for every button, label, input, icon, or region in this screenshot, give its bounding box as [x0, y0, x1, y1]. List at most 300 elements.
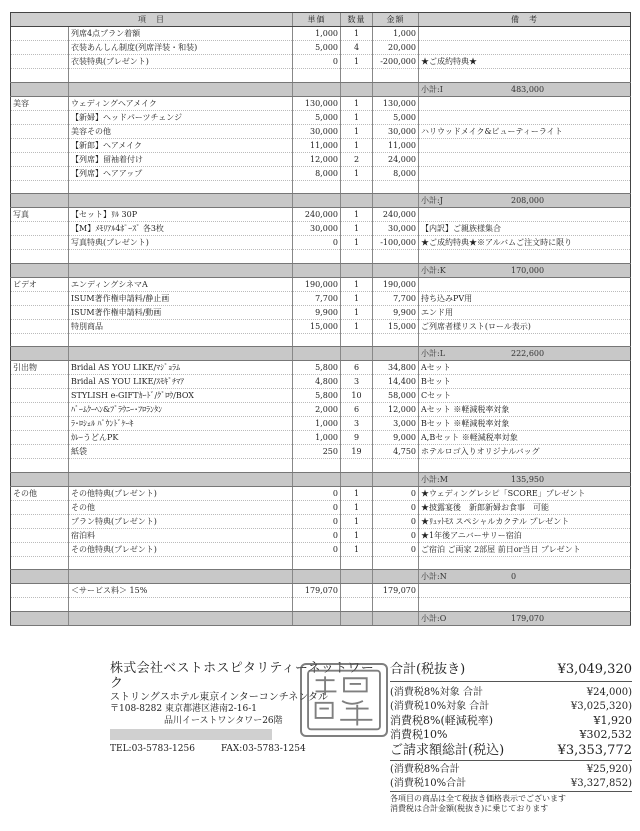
- quantity: 1: [341, 319, 373, 333]
- table-row: [11, 291, 631, 305]
- tax10-row: 消費税10% ¥302,532: [390, 728, 632, 741]
- item-name: Bridal AS YOU LIKE/ﾏｼﾞｮﾗﾑ: [69, 361, 293, 375]
- item-name: ｶﾚｰうどんPK: [69, 431, 293, 445]
- remarks: ご宿泊 ご両家 2部屋 前日or当日 プレゼント: [419, 542, 631, 556]
- empty-cell: [293, 598, 341, 612]
- category-cell: [11, 417, 69, 431]
- amount: 34,800: [373, 361, 419, 375]
- empty-cell: [341, 194, 373, 208]
- table-header: [11, 13, 631, 27]
- empty-cell: [69, 333, 293, 347]
- category-cell: [11, 124, 69, 138]
- hotel-name: ストリングスホテル東京インターコンチネンタル: [110, 692, 328, 703]
- empty-cell: [419, 459, 631, 473]
- item-name: 写真特典(プレゼント): [69, 236, 293, 250]
- remarks: ★ﾘｭｯﾄﾓｽ スペシャルカクテル プレゼント: [419, 514, 631, 528]
- subtotal-cell: [419, 82, 631, 96]
- table-row: [11, 152, 631, 166]
- item-name: その他特典(プレゼント): [69, 486, 293, 500]
- empty-cell: [11, 333, 69, 347]
- unit-price: 130,000: [293, 96, 341, 110]
- empty-cell: [69, 598, 293, 612]
- table-row: [11, 584, 631, 598]
- category-cell: [11, 584, 69, 598]
- unit-price: 0: [293, 236, 341, 250]
- amount: 15,000: [373, 319, 419, 333]
- unit-price: 5,800: [293, 361, 341, 375]
- empty-cell: [293, 459, 341, 473]
- amount: 130,000: [373, 96, 419, 110]
- quantity: 1: [341, 500, 373, 514]
- category-cell: [11, 305, 69, 319]
- remarks: ホテルロゴ入りオリジナルバッグ: [419, 445, 631, 459]
- table-row: [11, 486, 631, 500]
- remarks: [419, 208, 631, 222]
- empty-cell: [69, 611, 293, 625]
- spacer-row: [11, 69, 631, 83]
- subtotal-row: [11, 611, 631, 625]
- subtotal-row: [11, 472, 631, 486]
- remarks: [419, 584, 631, 598]
- amount: 179,070: [373, 584, 419, 598]
- table-row: [11, 55, 631, 69]
- quantity: 1: [341, 542, 373, 556]
- subtotal-label: 小計:N: [421, 572, 447, 581]
- empty-cell: [69, 194, 293, 208]
- item-name: 【セット】ﾘﾙ 30P: [69, 208, 293, 222]
- table-row: [11, 41, 631, 55]
- item-name: 衣装特典(プレゼント): [69, 55, 293, 69]
- item-name: Bridal AS YOU LIKE/ｽﾓｷﾞﾁﾏｱ: [69, 375, 293, 389]
- unit-price: 2,000: [293, 403, 341, 417]
- header-amount: 金額: [373, 13, 419, 27]
- category-cell: [11, 152, 69, 166]
- empty-cell: [11, 556, 69, 570]
- empty-cell: [341, 263, 373, 277]
- amount: -100,000: [373, 236, 419, 250]
- subtotal-label: 小計:M: [421, 474, 448, 484]
- empty-cell: [69, 459, 293, 473]
- category-cell: [11, 375, 69, 389]
- remarks: ★披露宴後 新郎新婦お食事 可能: [419, 500, 631, 514]
- subtotal-cell: [419, 194, 631, 208]
- empty-cell: [293, 611, 341, 625]
- quantity: 10: [341, 389, 373, 403]
- unit-price: 11,000: [293, 138, 341, 152]
- invoice-footer: [0, 655, 640, 831]
- subtotal-row: [11, 347, 631, 361]
- amount: 0: [373, 542, 419, 556]
- unit-price: 190,000: [293, 277, 341, 291]
- amount: 8,000: [373, 166, 419, 180]
- item-name: 列席4点プラン着額: [69, 27, 293, 41]
- item-name: 宿泊料: [69, 528, 293, 542]
- category-cell: [11, 291, 69, 305]
- pretax-total-row: 合計(税抜き) ¥3,049,320: [390, 659, 632, 682]
- category-cell: [11, 528, 69, 542]
- amount: 9,900: [373, 305, 419, 319]
- subtotal-label: 小計:L: [421, 349, 446, 358]
- amount: 0: [373, 528, 419, 542]
- table-row: [11, 166, 631, 180]
- quantity: 1: [341, 166, 373, 180]
- unit-price: 0: [293, 55, 341, 69]
- amount: 24,000: [373, 152, 419, 166]
- item-name: 特別商品: [69, 319, 293, 333]
- empty-cell: [293, 194, 341, 208]
- amount: 3,000: [373, 417, 419, 431]
- tax8-row: 消費税8%(軽減税率) ¥1,920: [390, 714, 632, 727]
- empty-cell: [341, 472, 373, 486]
- table-row: [11, 375, 631, 389]
- empty-cell: [419, 180, 631, 194]
- empty-cell: [293, 180, 341, 194]
- amount: 14,400: [373, 375, 419, 389]
- item-name: ISUM著作権申請料/静止画: [69, 291, 293, 305]
- amount: 12,000: [373, 403, 419, 417]
- remarks: [419, 27, 631, 41]
- item-name: 【新婦】ヘッドパーツチェンジ: [69, 110, 293, 124]
- table-row: [11, 528, 631, 542]
- category-cell: [11, 389, 69, 403]
- quantity: 1: [341, 514, 373, 528]
- amount: 7,700: [373, 291, 419, 305]
- empty-cell: [11, 611, 69, 625]
- remarks: エンド用: [419, 305, 631, 319]
- category-cell: [11, 431, 69, 445]
- quantity: 1: [341, 528, 373, 542]
- table-row: [11, 277, 631, 291]
- remarks: ★ウェディングレシピ「SCORE」プレゼント: [419, 486, 631, 500]
- unit-price: 0: [293, 528, 341, 542]
- tax8-target-row: (消費税8%対象 合計 ¥24,000): [390, 687, 632, 698]
- remarks: [419, 110, 631, 124]
- empty-cell: [69, 556, 293, 570]
- subtotal-cell: [419, 263, 631, 277]
- empty-cell: [11, 347, 69, 361]
- remarks: Aセット: [419, 361, 631, 375]
- quantity: 2: [341, 152, 373, 166]
- empty-cell: [373, 69, 419, 83]
- unit-price: 0: [293, 514, 341, 528]
- category-cell: [11, 403, 69, 417]
- item-name: 美容その他: [69, 124, 293, 138]
- unit-price: 4,800: [293, 375, 341, 389]
- empty-cell: [373, 263, 419, 277]
- unit-price: 5,800: [293, 389, 341, 403]
- item-name: エンディングシネマA: [69, 277, 293, 291]
- empty-cell: [11, 194, 69, 208]
- table-row: [11, 110, 631, 124]
- table-row: [11, 500, 631, 514]
- remarks: ★ご成約特典★※アルバムご注文時に限り: [419, 236, 631, 250]
- empty-cell: [341, 570, 373, 584]
- unit-price: 1,000: [293, 27, 341, 41]
- category-cell: [11, 166, 69, 180]
- unit-price: 0: [293, 500, 341, 514]
- table-row: [11, 361, 631, 375]
- empty-cell: [373, 194, 419, 208]
- remarks: 持ち込みPV用: [419, 291, 631, 305]
- empty-cell: [419, 69, 631, 83]
- subtotal-value: 179,070: [511, 613, 545, 623]
- table-row: [11, 389, 631, 403]
- unit-price: 0: [293, 486, 341, 500]
- remarks: [419, 138, 631, 152]
- empty-cell: [69, 250, 293, 264]
- tel-number: TEL:03-5783-1256: [110, 744, 195, 754]
- quantity: 1: [341, 208, 373, 222]
- empty-cell: [419, 598, 631, 612]
- amount: 30,000: [373, 222, 419, 236]
- quantity: 1: [341, 96, 373, 110]
- empty-cell: [69, 472, 293, 486]
- quantity: 9: [341, 431, 373, 445]
- grand-total-row: ご請求額総計(税込) ¥3,353,772: [390, 742, 632, 761]
- quantity: 1: [341, 124, 373, 138]
- category-cell: [11, 500, 69, 514]
- amount: 9,000: [373, 431, 419, 445]
- remarks: ハリウッドメイク&ビューティーライト: [419, 124, 631, 138]
- amount: 5,000: [373, 110, 419, 124]
- item-name: 【列席】留袖着付け: [69, 152, 293, 166]
- unit-price: 7,700: [293, 291, 341, 305]
- redacted-block: [110, 729, 272, 740]
- tax10-target-row: (消費税10%対象 合計 ¥3,025,320): [390, 701, 632, 712]
- empty-cell: [373, 570, 419, 584]
- amount: 1,000: [373, 27, 419, 41]
- amount: 0: [373, 486, 419, 500]
- quantity: 1: [341, 486, 373, 500]
- spacer-row: [11, 556, 631, 570]
- unit-price: 5,000: [293, 41, 341, 55]
- remarks: [419, 41, 631, 55]
- company-seal-stamp: [300, 663, 388, 737]
- table-row: [11, 138, 631, 152]
- sum8-row: (消費税8%合計 ¥25,920): [390, 764, 632, 775]
- subtotal-value: 483,000: [511, 84, 545, 94]
- amount: 58,000: [373, 389, 419, 403]
- unit-price: 15,000: [293, 319, 341, 333]
- subtotal-value: 170,000: [511, 265, 545, 275]
- empty-cell: [69, 69, 293, 83]
- invoice-body: [11, 27, 631, 626]
- empty-cell: [293, 347, 341, 361]
- tax-sum-box: [390, 761, 632, 792]
- amount: -200,000: [373, 55, 419, 69]
- category-cell: [11, 27, 69, 41]
- category-cell: [11, 222, 69, 236]
- item-name: ﾊﾞｰﾑｸｰﾍﾝ&ﾌﾞﾗｳﾆｰ･ﾌﾛﾗﾝﾀﾝ: [69, 403, 293, 417]
- subtotal-cell: [419, 570, 631, 584]
- table-row: [11, 319, 631, 333]
- amount: 30,000: [373, 124, 419, 138]
- empty-cell: [341, 69, 373, 83]
- header-qty: 数量: [341, 13, 373, 27]
- remarks: 【内訳】ご親族様集合: [419, 222, 631, 236]
- quantity: 1: [341, 277, 373, 291]
- item-name: 衣装あんしん制度(列席洋装・和装): [69, 41, 293, 55]
- subtotal-value: 0: [511, 572, 517, 581]
- item-name: 紙袋: [69, 445, 293, 459]
- item-name: その他: [69, 500, 293, 514]
- unit-price: 9,900: [293, 305, 341, 319]
- empty-cell: [373, 472, 419, 486]
- fax-number: FAX:03-5783-1254: [220, 744, 306, 754]
- item-name: 【M】ﾒﾓﾘｱﾙ4ﾎﾟｰｽﾞ 各3枚: [69, 222, 293, 236]
- empty-cell: [11, 598, 69, 612]
- sum10-row: (消費税10%合計 ¥3,327,852): [390, 778, 632, 789]
- unit-price: 0: [293, 542, 341, 556]
- category-cell: その他: [11, 486, 69, 500]
- empty-cell: [11, 69, 69, 83]
- remarks: ★ご成約特典★: [419, 55, 631, 69]
- empty-cell: [373, 459, 419, 473]
- spacer-row: [11, 459, 631, 473]
- subtotal-label: 小計:I: [421, 84, 443, 94]
- empty-cell: [373, 250, 419, 264]
- table-row: [11, 305, 631, 319]
- empty-cell: [341, 250, 373, 264]
- empty-cell: [341, 180, 373, 194]
- quantity: 19: [341, 445, 373, 459]
- subtotal-value: 208,000: [511, 196, 545, 205]
- table-row: [11, 445, 631, 459]
- empty-cell: [419, 556, 631, 570]
- totals-block: [390, 659, 632, 814]
- remarks: Aセット ※軽減税率対象: [419, 403, 631, 417]
- subtotal-cell: [419, 347, 631, 361]
- remarks: ご列席者様リスト(ロール表示): [419, 319, 631, 333]
- empty-cell: [341, 459, 373, 473]
- spacer-row: [11, 250, 631, 264]
- empty-cell: [293, 69, 341, 83]
- address-line-1: 〒108-8282 東京都港区港南2-16-1: [110, 704, 257, 714]
- subtotal-label: 小計:J: [421, 196, 443, 205]
- empty-cell: [293, 472, 341, 486]
- item-name: 【列席】ヘアアップ: [69, 166, 293, 180]
- remarks: ★1年後アニバーサリー宿泊: [419, 528, 631, 542]
- table-row: [11, 431, 631, 445]
- unit-price: 250: [293, 445, 341, 459]
- category-cell: [11, 445, 69, 459]
- category-cell: 美容: [11, 96, 69, 110]
- subtotal-label: 小計:O: [421, 613, 447, 623]
- empty-cell: [293, 570, 341, 584]
- table-row: [11, 96, 631, 110]
- amount: 190,000: [373, 277, 419, 291]
- subtotal-cell: [419, 472, 631, 486]
- spacer-row: [11, 333, 631, 347]
- amount: 20,000: [373, 41, 419, 55]
- table-row: [11, 514, 631, 528]
- subtotal-row: [11, 194, 631, 208]
- empty-cell: [341, 347, 373, 361]
- amount: 240,000: [373, 208, 419, 222]
- table-row: [11, 417, 631, 431]
- empty-cell: [419, 250, 631, 264]
- spacer-row: [11, 598, 631, 612]
- empty-cell: [293, 250, 341, 264]
- unit-price: 179,070: [293, 584, 341, 598]
- subtotal-row: [11, 82, 631, 96]
- table-row: [11, 403, 631, 417]
- empty-cell: [69, 347, 293, 361]
- remarks: [419, 96, 631, 110]
- empty-cell: [69, 570, 293, 584]
- empty-cell: [69, 263, 293, 277]
- unit-price: 5,000: [293, 110, 341, 124]
- table-row: [11, 208, 631, 222]
- category-cell: [11, 110, 69, 124]
- item-name: ウェディングヘアメイク: [69, 96, 293, 110]
- table-row: [11, 236, 631, 250]
- item-name: STYLISH e-GIFTｶｰﾄﾞ/ｸﾞﾛｳ/BOX: [69, 389, 293, 403]
- subtotal-row: [11, 263, 631, 277]
- empty-cell: [11, 459, 69, 473]
- quantity: [341, 584, 373, 598]
- subtotal-label: 小計:K: [421, 265, 446, 275]
- empty-cell: [341, 611, 373, 625]
- category-cell: 引出物: [11, 361, 69, 375]
- empty-cell: [11, 250, 69, 264]
- empty-cell: [11, 570, 69, 584]
- table-row: [11, 124, 631, 138]
- empty-cell: [373, 556, 419, 570]
- item-name: ISUM著作権申請料/動画: [69, 305, 293, 319]
- item-name: 【新郎】ヘアメイク: [69, 138, 293, 152]
- category-cell: [11, 514, 69, 528]
- empty-cell: [341, 82, 373, 96]
- category-cell: [11, 138, 69, 152]
- empty-cell: [11, 472, 69, 486]
- note-line-1: 各項目の商品は全て税抜き価格表示でございます: [390, 794, 566, 803]
- empty-cell: [341, 598, 373, 612]
- quantity: 1: [341, 236, 373, 250]
- empty-cell: [341, 556, 373, 570]
- remarks: [419, 166, 631, 180]
- empty-cell: [373, 82, 419, 96]
- empty-cell: [11, 263, 69, 277]
- category-cell: [11, 236, 69, 250]
- empty-cell: [419, 333, 631, 347]
- empty-cell: [293, 263, 341, 277]
- unit-price: 30,000: [293, 124, 341, 138]
- header-unit-price: 単価: [293, 13, 341, 27]
- note-line-2: 消費税は合計金額(税抜き)に乗じております: [390, 804, 549, 813]
- table-row: [11, 222, 631, 236]
- unit-price: 240,000: [293, 208, 341, 222]
- quantity: 3: [341, 417, 373, 431]
- table-row: [11, 542, 631, 556]
- quantity: 1: [341, 55, 373, 69]
- remarks: [419, 277, 631, 291]
- header-item: 項 目: [11, 13, 293, 27]
- empty-cell: [373, 347, 419, 361]
- table-row: [11, 27, 631, 41]
- quantity: 1: [341, 305, 373, 319]
- category-cell: 写真: [11, 208, 69, 222]
- empty-cell: [69, 180, 293, 194]
- amount: 0: [373, 500, 419, 514]
- company-name: 株式会社ベストホスピタリティーネットワーク: [110, 661, 375, 691]
- unit-price: 30,000: [293, 222, 341, 236]
- quantity: 6: [341, 361, 373, 375]
- empty-cell: [373, 180, 419, 194]
- quantity: 1: [341, 110, 373, 124]
- remarks: A,Bセット ※軽減税率対象: [419, 431, 631, 445]
- spacer-row: [11, 180, 631, 194]
